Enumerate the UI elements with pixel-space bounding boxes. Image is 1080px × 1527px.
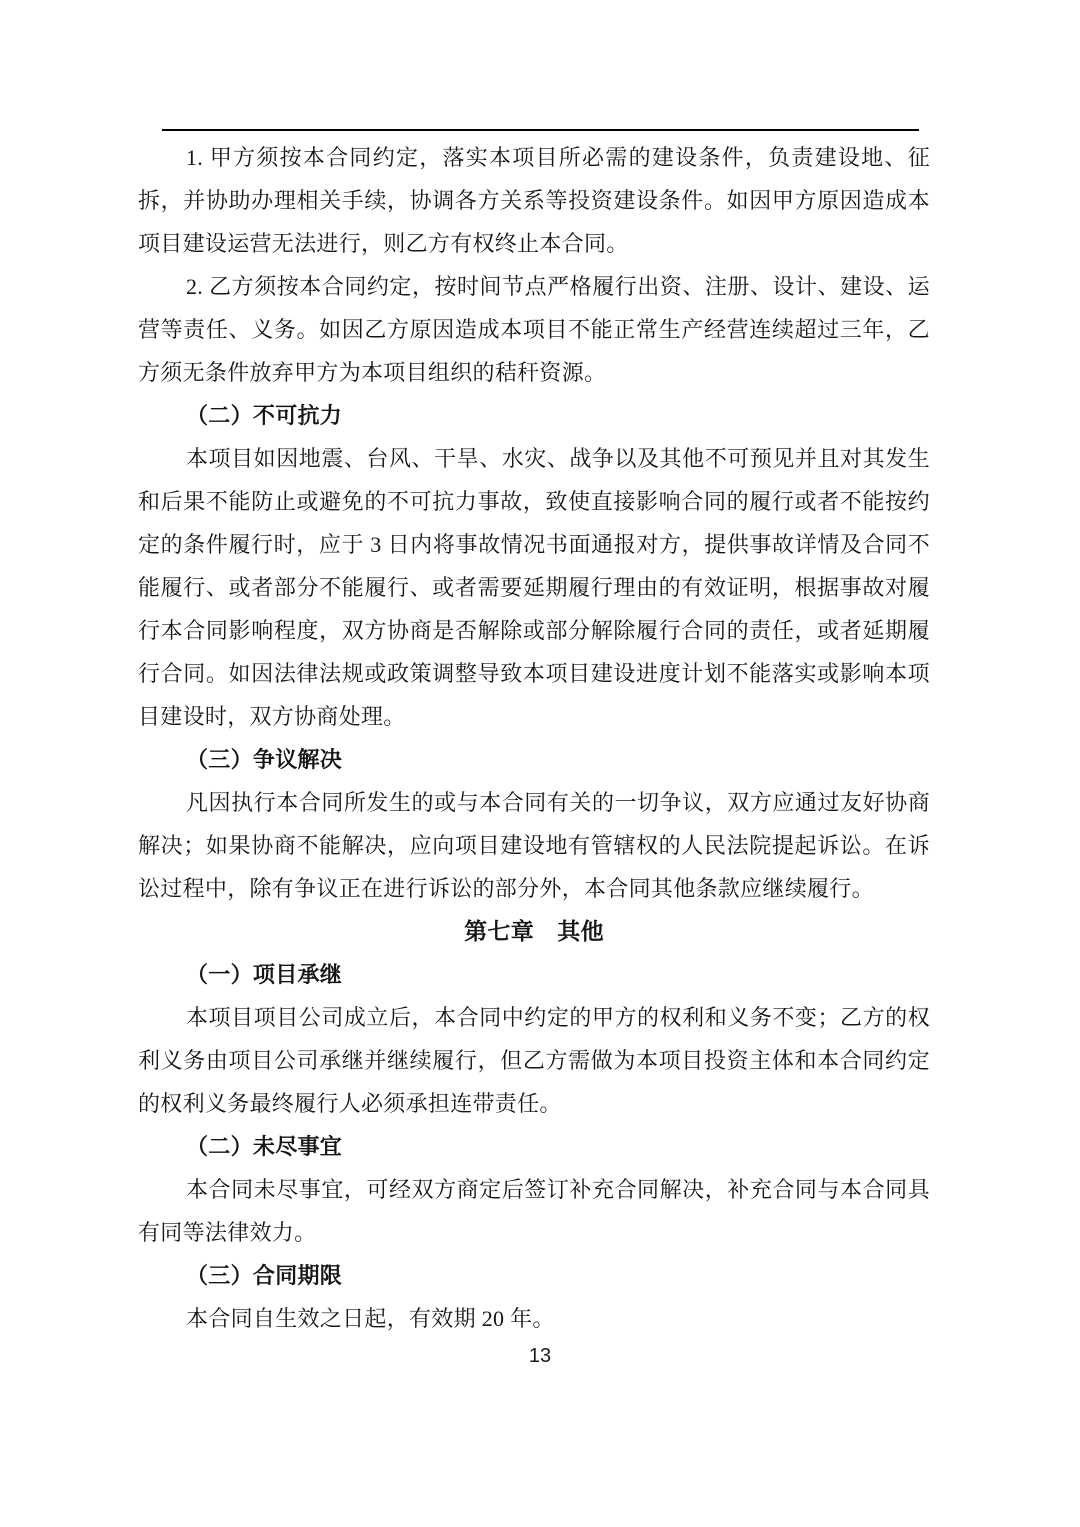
paragraph-project-succession-terms: 本项目项目公司成立后，本合同中约定的甲方的权利和义务不变；乙方的权利义务由项目公司承继并继续履行，但乙方需做为本项目投资主体和本合同约定的权利义务最终履行人必须承担连带责任。 xyxy=(138,1005,930,1116)
paragraph-dispute-resolution-terms: 凡因执行本合同所发生的或与本合同有关的一切争议，双方应通过友好协商解决；如果协商不能解决，应向项目建设地有管辖权的人民法院提起诉讼。在诉讼过程中，除有争议正在进行诉讼的部分外，本合同其他条款应继续履行。 xyxy=(138,790,930,901)
paragraph-party-a-obligations: 1. 甲方须按本合同约定，落实本项目所必需的建设条件，负责建设地、征拆，并协助办理相关手续，协调各方关系等投资建设条件。如因甲方原因造成本项目建设运营无法进行，则乙方有权终止本合同。 xyxy=(138,145,930,256)
paragraph-contract-term-duration: 本合同自生效之日起，有效期 20 年。 xyxy=(186,1306,555,1331)
heading-unresolved-matters: （二）未尽事宜 xyxy=(186,1134,343,1159)
header-rule xyxy=(162,129,919,131)
paragraph-unresolved-matters-terms: 本合同未尽事宜，可经双方商定后签订补充合同解决，补充合同与本合同具有同等法律效力。 xyxy=(138,1177,930,1245)
page-number: 13 xyxy=(528,1345,552,1367)
paragraph-force-majeure-terms: 本项目如因地震、台风、干旱、水灾、战争以及其他不可预见并且对其发生和后果不能防止或避免的不可抗力事故，致使直接影响合同的履行或者不能按约定的条件履行时，应于 3 日内将事故情况书面通报对方，提供事故详情及合同不能履行、或者部分不能履行、或者需要延期履行理由的有效证明，根据事故对履行本合同影响程度，双方协商是否解除或部分解除履行合同的责任，或者延期履行合同。如因法律法规或政策调整导致本项目建设进度计划不能落实或影响本项目建设时，双方协商处理。 xyxy=(138,446,930,729)
document-content xyxy=(138,136,930,1340)
heading-project-succession: （一）项目承继 xyxy=(186,962,343,987)
heading-dispute-resolution: （三）争议解决 xyxy=(186,747,343,772)
heading-contract-term: （三）合同期限 xyxy=(186,1263,343,1288)
paragraph-party-b-obligations: 2. 乙方须按本合同约定，按时间节点严格履行出资、注册、设计、建设、运营等责任、义务。如因乙方原因造成本项目不能正常生产经营连续超过三年，乙方须无条件放弃甲方为本项目组织的秸秆资源。 xyxy=(138,274,930,385)
chapter-title-others: 第七章 其他 xyxy=(464,919,604,944)
heading-force-majeure: （二）不可抗力 xyxy=(186,403,343,428)
